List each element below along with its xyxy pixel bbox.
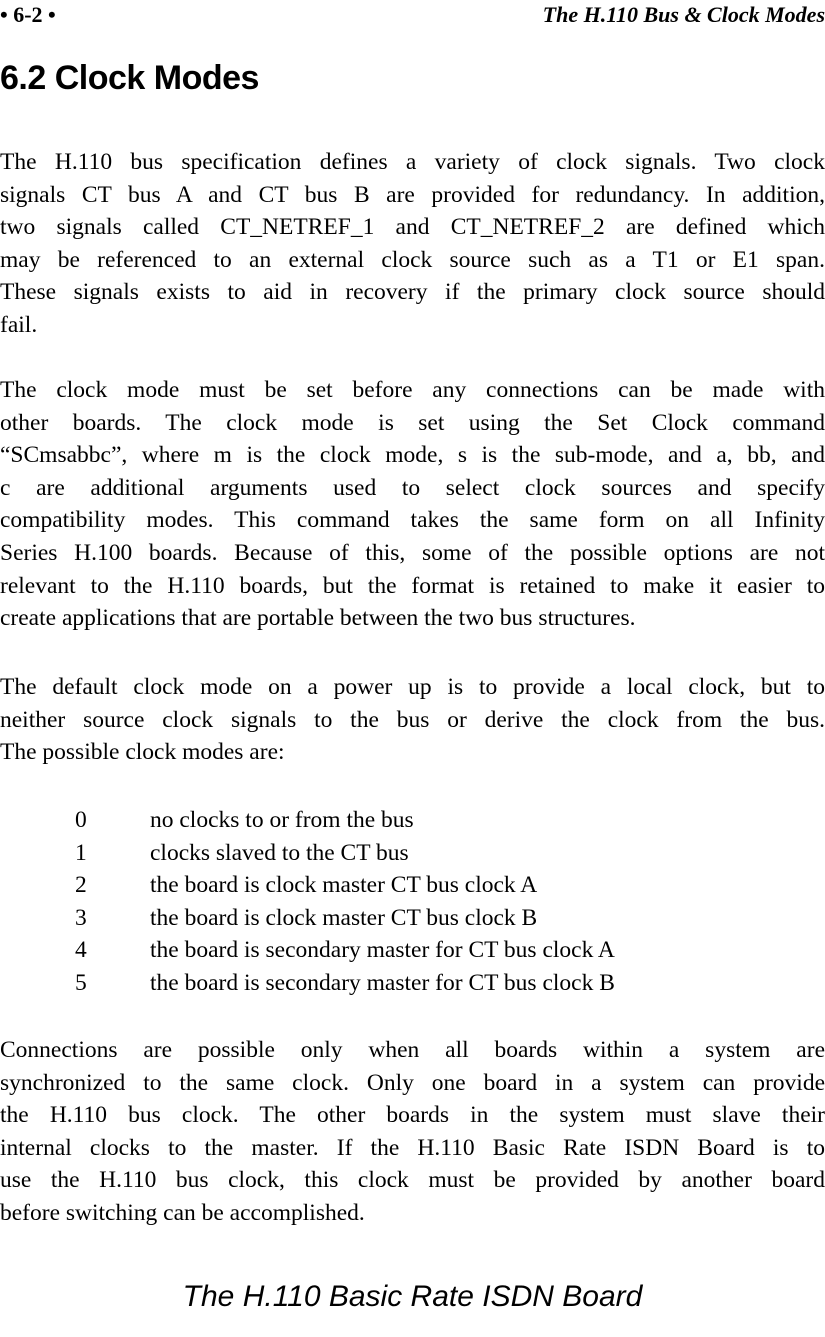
page-footer: The H.110 Basic Rate ISDN Board: [182, 1280, 643, 1313]
text-line: Connections are possible only when all boards within a system are: [0, 1037, 825, 1063]
clock-mode-number: 5: [75, 969, 87, 996]
text-line: The default clock mode on a power up is to provide a local clock, but to: [0, 674, 825, 700]
text-line: The H.110 bus specification defines a variety of clock signals. Two clock: [0, 149, 825, 175]
page-number: • 6-2 •: [0, 2, 56, 27]
clock-mode-number: 0: [75, 807, 87, 833]
text-line: relevant to the H.110 boards, but the format is retained to make it easier to: [0, 572, 825, 599]
clock-mode-description: the board is clock master CT bus clock A: [150, 872, 538, 899]
text-line: other boards. The clock mode is set using the Set Clock command: [0, 409, 825, 436]
text-line: “SCmsabbc”, where m is the clock mode, s is the sub-mode, and a, bb, and: [0, 442, 825, 469]
text-line: These signals exists to aid in recovery if the primary clock source should: [0, 279, 825, 306]
chapter-title: The H.110 Bus & Clock Modes: [542, 2, 825, 27]
text-line: may be referenced to an external clock source such as a T1 or E1 span.: [0, 246, 825, 273]
section-title: 6.2 Clock Modes: [0, 59, 259, 97]
text-line: The possible clock modes are:: [0, 739, 285, 766]
clock-mode-item: [0, 934, 615, 967]
clock-mode-number: 4: [75, 937, 87, 964]
text-line: the H.110 bus clock. The other boards in the system must slave their: [0, 1102, 825, 1129]
clock-modes-list: [0, 804, 615, 1000]
clock-mode-description: the board is secondary master for CT bus clock B: [150, 969, 615, 996]
paragraph-connections: [0, 1034, 825, 1230]
clock-mode-number: 3: [75, 904, 87, 931]
text-line: neither source clock signals to the bus or derive the clock from the bus.: [0, 706, 825, 733]
clock-mode-description: the board is secondary master for CT bus clock A: [150, 937, 615, 964]
text-line: internal clocks to the master. If the H.110 Basic Rate ISDN Board is to: [0, 1134, 825, 1161]
text-line: Series H.100 boards. Because of this, some of the possible options are not: [0, 539, 825, 566]
clock-mode-item: [0, 869, 615, 902]
text-line: fail.: [0, 311, 38, 338]
clock-mode-item: [0, 804, 615, 837]
clock-mode-item: [0, 967, 615, 1000]
text-line: two signals called CT_NETREF_1 and CT_NETREF_2 are defined which: [0, 214, 825, 241]
clock-mode-item: [0, 837, 615, 870]
text-line: use the H.110 bus clock, this clock must be provided by another board: [0, 1167, 825, 1194]
paragraph-default-clock-mode: [0, 671, 825, 769]
paragraph-set-clock-command: [0, 374, 825, 635]
text-line: before switching can be accomplished.: [0, 1199, 365, 1226]
clock-mode-description: the board is clock master CT bus clock B: [150, 904, 538, 931]
text-line: signals CT bus A and CT bus B are provided for redundancy. In addition,: [0, 181, 825, 208]
paragraph-clock-signals: [0, 146, 825, 342]
text-line: create applications that are portable between the two bus structures.: [0, 605, 636, 632]
text-line: compatibility modes. This command takes the same form on all Infinity: [0, 507, 825, 534]
clock-mode-description: no clocks to or from the bus: [150, 807, 414, 833]
text-line: c are additional arguments used to select clock sources and specify: [0, 474, 825, 501]
text-line: synchronized to the same clock. Only one board in a system can provide: [0, 1069, 825, 1096]
clock-mode-number: 1: [75, 839, 87, 866]
clock-mode-description: clocks slaved to the CT bus: [150, 839, 409, 866]
clock-mode-number: 2: [75, 872, 87, 899]
text-line: The clock mode must be set before any connections can be made with: [0, 377, 825, 403]
clock-mode-item: [0, 902, 615, 935]
